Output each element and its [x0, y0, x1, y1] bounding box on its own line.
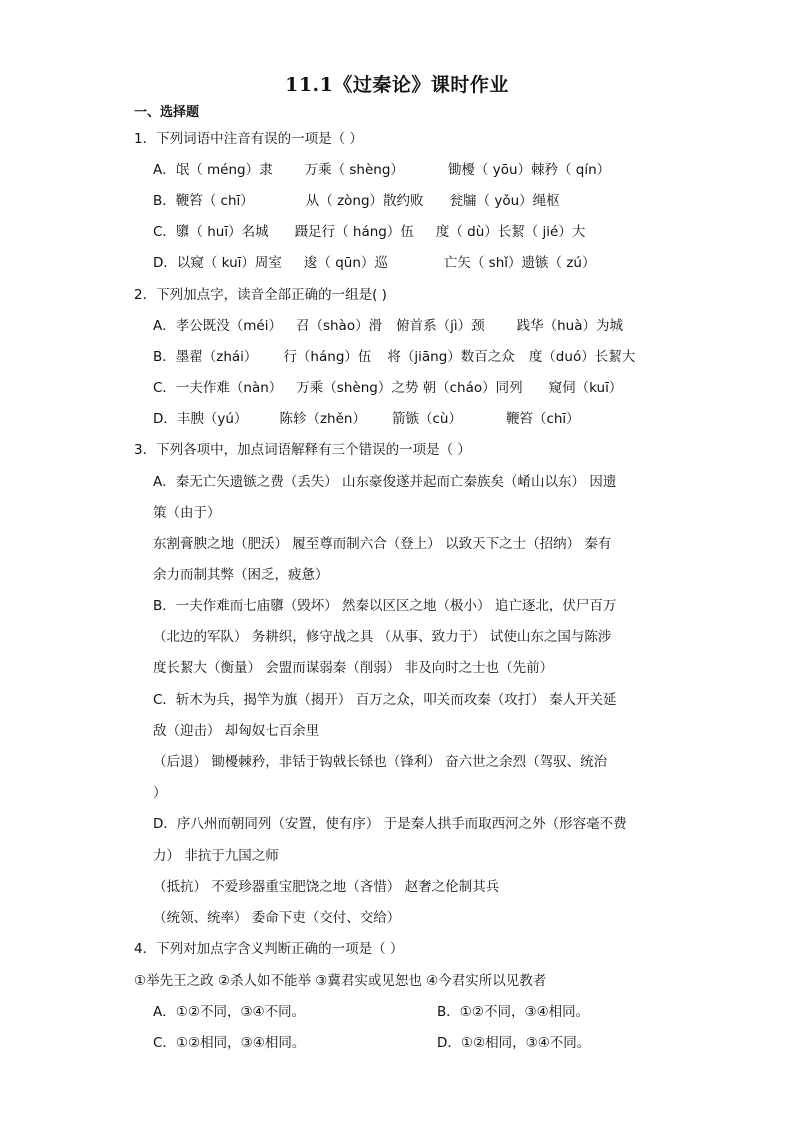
- q4-option-a: A．①②不同，③④不同。: [153, 1004, 306, 1020]
- q2-option-b: [153, 348, 635, 366]
- q2b-part-2: 行（háng）伍: [283, 349, 372, 365]
- q2d-part-1: D．丰腴（yú）: [153, 411, 248, 427]
- q4-options-row-2: [153, 1034, 653, 1052]
- q2a-part-3: 俯首系（jì）颈: [396, 318, 485, 334]
- q4-sentences: ①举先王之政 ②杀人如不能举 ③冀君实或见恕也 ④今君实所以见教者: [134, 973, 547, 989]
- page-title: 11.1《过秦论》课时作业: [285, 74, 509, 96]
- question-2: 2．下列加点字，读音全部正确的一组是( ): [134, 287, 387, 303]
- q2a-part-4: 践华（huà）为城: [516, 318, 623, 334]
- q1-option-a: [153, 161, 610, 179]
- q1c-part-2: 蹑足行（ háng）伍: [294, 224, 414, 240]
- question-1: 1．下列词语中注音有误的一项是（ ）: [134, 131, 363, 147]
- q2c-part-1: C．一夫作难（nàn）: [153, 380, 283, 396]
- q2-option-d: [153, 410, 580, 428]
- q3-option-b-line-3: 度长絜大（衡量） 会盟而谋弱秦（削弱） 非及向时之士也（先前）: [153, 660, 554, 676]
- q3-option-a-line-4: 余力而制其弊（困乏，疲惫）: [153, 567, 329, 583]
- q1d-part-1: D．以窥（ kuī）周室: [153, 255, 282, 271]
- q1d-part-2: 逡（ qūn）巡: [303, 255, 388, 271]
- q1b-part-2: 从（ zòng）散约败: [305, 193, 424, 209]
- q3-option-c-line-3: （后退） 锄櫌棘矜，非铦于钩戟长铩也（锋利） 奋六世之余烈（驾驭、统治: [153, 754, 608, 770]
- q3-option-d-line-1: D．序八州而朝同列（安置，使有序） 于是秦人拱手而取西河之外（形容毫不费: [153, 816, 627, 832]
- q3-option-b-line-1: B．一夫作难而七庙隳（毁坏） 然秦以区区之地（极小） 追亡逐北，伏尸百万: [153, 598, 617, 614]
- q4-option-d: D．①②相同，③④不同。: [437, 1035, 591, 1051]
- q2a-part-1: A．孝公既没（méi）: [153, 318, 282, 334]
- q2b-part-3: 将（jiāng）数百之众: [387, 349, 515, 365]
- q1c-part-1: C．隳（ huī）名城: [153, 224, 269, 240]
- q2d-part-4: 鞭笞（chī）: [505, 411, 580, 427]
- section-heading: 一、选择题: [134, 105, 200, 120]
- q3-option-b-line-2: （北边的军队） 务耕织，修守战之具 （从事、致力于） 试使山东之国与陈涉: [153, 629, 612, 645]
- q2-option-a: [153, 317, 623, 335]
- q2d-part-3: 箭镞（cù）: [391, 411, 462, 427]
- q1d-part-3: 亡矢（ shǐ）遗镞（ zú）: [443, 255, 596, 271]
- q3-option-a-line-1: A．秦无亡矢遗镞之费（丢失） 山东豪俊遂并起而亡秦族矣（崤山以东） 因遗: [153, 474, 617, 490]
- q3-option-a-line-3: 东割膏腴之地（肥沃） 履至尊而制六合（登上） 以致天下之士（招纳） 秦有: [153, 536, 612, 552]
- question-3: 3．下列各项中，加点词语解释有三个错误的一项是（ ）: [134, 442, 471, 458]
- q3-option-d-line-4: （统领、统率） 委命下吏（交付、交给）: [153, 910, 401, 926]
- q4-option-c: C．①②相同，③④相同。: [153, 1035, 306, 1051]
- q2a-part-2: 召（shào）滑: [295, 318, 383, 334]
- q2b-part-1: B．墨翟（zhái）: [153, 349, 258, 365]
- q3-option-d-line-3: （抵抗） 不爱珍器重宝肥饶之地（吝惜） 赵奢之伦制其兵: [153, 879, 500, 895]
- q3-option-d-line-2: 力） 非抗于九国之师: [153, 848, 279, 864]
- q2c-part-3: 窥伺（kuī）: [548, 380, 623, 396]
- q1b-part-1: B．鞭笞（ chī）: [153, 193, 254, 209]
- q1c-part-3: 度（ dù）长絜（ jié）大: [435, 224, 586, 240]
- q3-option-c-line-2: 敌（迎击） 却匈奴七百余里: [153, 723, 320, 739]
- q1-option-b: [153, 192, 560, 210]
- q4-options-row-1: [153, 1003, 653, 1021]
- q4-option-b: B．①②不同，③④相同。: [437, 1004, 590, 1020]
- q1-option-c: [153, 223, 585, 241]
- q3-option-c-line-4: ）: [153, 785, 167, 801]
- q2b-part-4: 度（duó）长絜大: [528, 349, 636, 365]
- q1-option-d: [153, 254, 595, 272]
- q3-option-a-line-2: 策（由于）: [153, 505, 221, 521]
- q2-option-c: [153, 379, 622, 397]
- q2c-part-2: 万乘（shèng）之势 朝（cháo）同列: [296, 380, 523, 396]
- q2d-part-2: 陈轸（zhěn）: [279, 411, 366, 427]
- q1a-part-3: 锄櫌（ yōu）棘矜（ qín）: [447, 162, 611, 178]
- q1b-part-3: 瓮牖（ yǒu）绳枢: [449, 193, 560, 209]
- question-4: 4．下列对加点字含义判断正确的一项是（ ）: [134, 941, 404, 957]
- q3-option-c-line-1: C．斩木为兵，揭竿为旗（揭开） 百万之众，叩关而攻秦（攻打） 秦人开关延: [153, 692, 617, 708]
- q1a-part-1: A．氓（ méng）隶: [153, 162, 273, 178]
- q1a-part-2: 万乘（ shèng）: [304, 162, 404, 178]
